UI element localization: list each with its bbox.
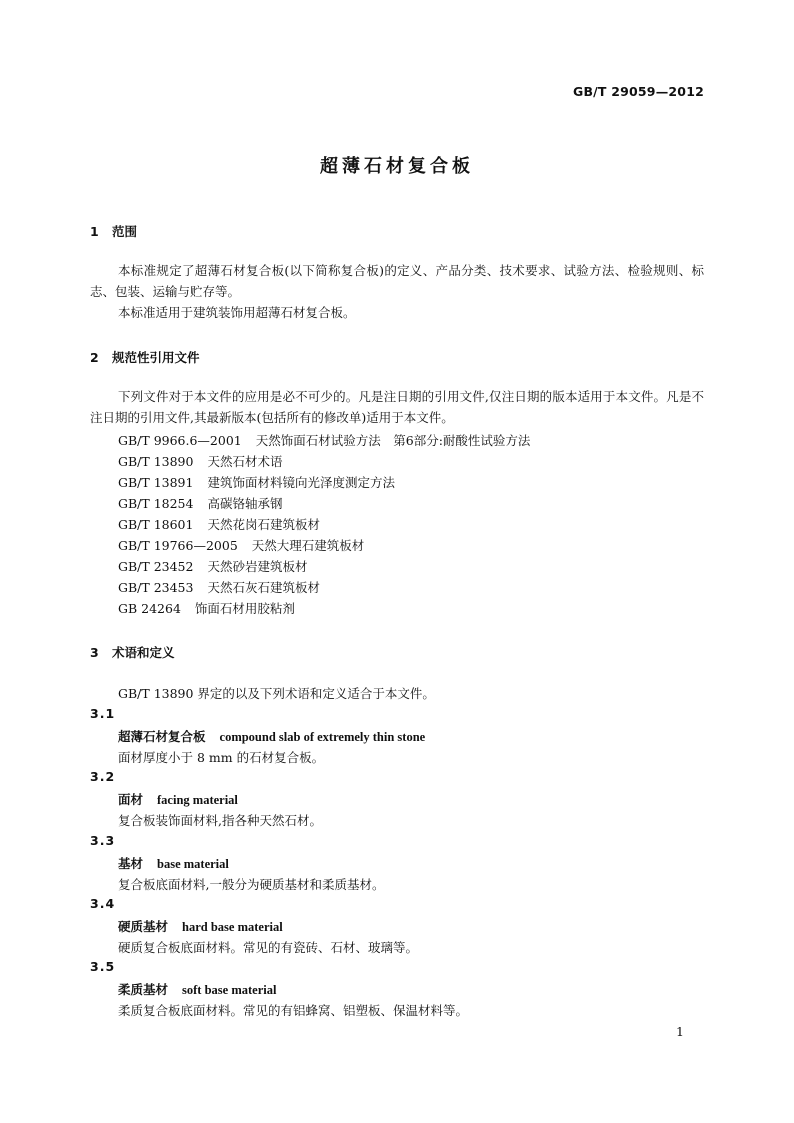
page-number: 1 [676, 1024, 684, 1039]
term-definition: 柔质复合板底面材料。常见的有铝蜂窝、铝塑板、保温材料等。 [118, 1003, 469, 1018]
standard-number: GB/T 29059—2012 [572, 84, 704, 99]
reference-code: GB/T 13890 [118, 454, 194, 469]
reference-code: GB/T 9966.6—2001 [118, 433, 242, 448]
term-english: base material [157, 857, 229, 871]
term-entry [118, 790, 238, 808]
reference-item [118, 494, 282, 512]
reference-code: GB/T 13891 [118, 475, 194, 490]
section-3-number: 3 [90, 645, 99, 660]
section-3-heading [90, 643, 175, 661]
section-1-heading [90, 222, 137, 240]
clause-number: 3.5 [90, 959, 116, 974]
reference-code: GB/T 18254 [118, 496, 194, 511]
reference-title: 建筑饰面材料镜向光泽度测定方法 [207, 475, 395, 490]
reference-code: GB/T 19766—2005 [118, 538, 238, 553]
reference-code: GB/T 18601 [118, 517, 194, 532]
section-2-intro: 下列文件对于本文件的应用是必不可少的。凡是注日期的引用文件,仅注日期的版本适用于本文件。凡是不注日期的引用文件,其最新版本(包括所有的修改单)适用于本文件。 [90, 389, 704, 425]
term-english: soft base material [182, 983, 277, 997]
clause-number: 3.3 [90, 833, 116, 848]
term-chinese: 硬质基材 [118, 919, 169, 934]
term-definition: 面材厚度小于 8 mm 的石材复合板。 [118, 750, 325, 765]
reference-title: 高碳铬轴承钢 [207, 496, 283, 511]
term-entry [118, 727, 425, 745]
term-entry [118, 980, 276, 998]
document-title: 超薄石材复合板 [320, 156, 474, 177]
section-3-title: 术语和定义 [112, 645, 175, 660]
reference-title: 天然石材术语 [207, 454, 283, 469]
reference-title: 饰面石材用胶粘剂 [194, 601, 295, 616]
term-english: facing material [157, 793, 238, 807]
reference-title: 天然石灰石建筑板材 [207, 580, 320, 595]
clause-number: 3.2 [90, 769, 116, 784]
reference-item [118, 473, 395, 491]
term-definition: 复合板底面材料,一般分为硬质基材和柔质基材。 [118, 877, 385, 892]
term-chinese: 面材 [118, 792, 144, 807]
reference-item [118, 599, 295, 617]
term-chinese: 基材 [118, 856, 144, 871]
reference-code: GB 24264 [118, 601, 181, 616]
reference-item [118, 557, 307, 575]
clause-number: 3.4 [90, 896, 116, 911]
term-definition: 硬质复合板底面材料。常见的有瓷砖、石材、玻璃等。 [118, 940, 419, 955]
term-english: compound slab of extremely thin stone [219, 730, 426, 744]
section-1-number: 1 [90, 224, 99, 239]
term-chinese: 柔质基材 [118, 982, 169, 997]
reference-code: GB/T 23452 [118, 559, 194, 574]
clause-number: 3.1 [90, 706, 116, 721]
section-2-number: 2 [90, 350, 99, 365]
term-entry [118, 854, 229, 872]
section-1-paragraph-1: 本标准规定了超薄石材复合板(以下简称复合板)的定义、产品分类、技术要求、试验方法、检验规则、标志、包装、运输与贮存等。 [90, 263, 704, 299]
section-3-intro: GB/T 13890 界定的以及下列术语和定义适合于本文件。 [118, 686, 435, 701]
section-2-title: 规范性引用文件 [112, 350, 200, 365]
reference-code: GB/T 23453 [118, 580, 194, 595]
term-entry [118, 917, 283, 935]
reference-title: 天然砂岩建筑板材 [207, 559, 308, 574]
section-1-paragraph-2: 本标准适用于建筑装饰用超薄石材复合板。 [118, 305, 356, 320]
reference-item [118, 515, 320, 533]
section-2-heading [90, 348, 200, 366]
reference-title: 天然饰面石材试验方法 第6部分:耐酸性试验方法 [255, 433, 531, 448]
term-english: hard base material [182, 920, 283, 934]
reference-item [118, 431, 530, 449]
term-definition: 复合板装饰面材料,指各种天然石材。 [118, 813, 322, 828]
reference-item [118, 578, 320, 596]
reference-item [118, 452, 282, 470]
reference-item [118, 536, 364, 554]
reference-title: 天然大理石建筑板材 [251, 538, 365, 553]
section-1-title: 范围 [112, 224, 138, 239]
reference-title: 天然花岗石建筑板材 [207, 517, 320, 532]
term-chinese: 超薄石材复合板 [118, 729, 206, 744]
